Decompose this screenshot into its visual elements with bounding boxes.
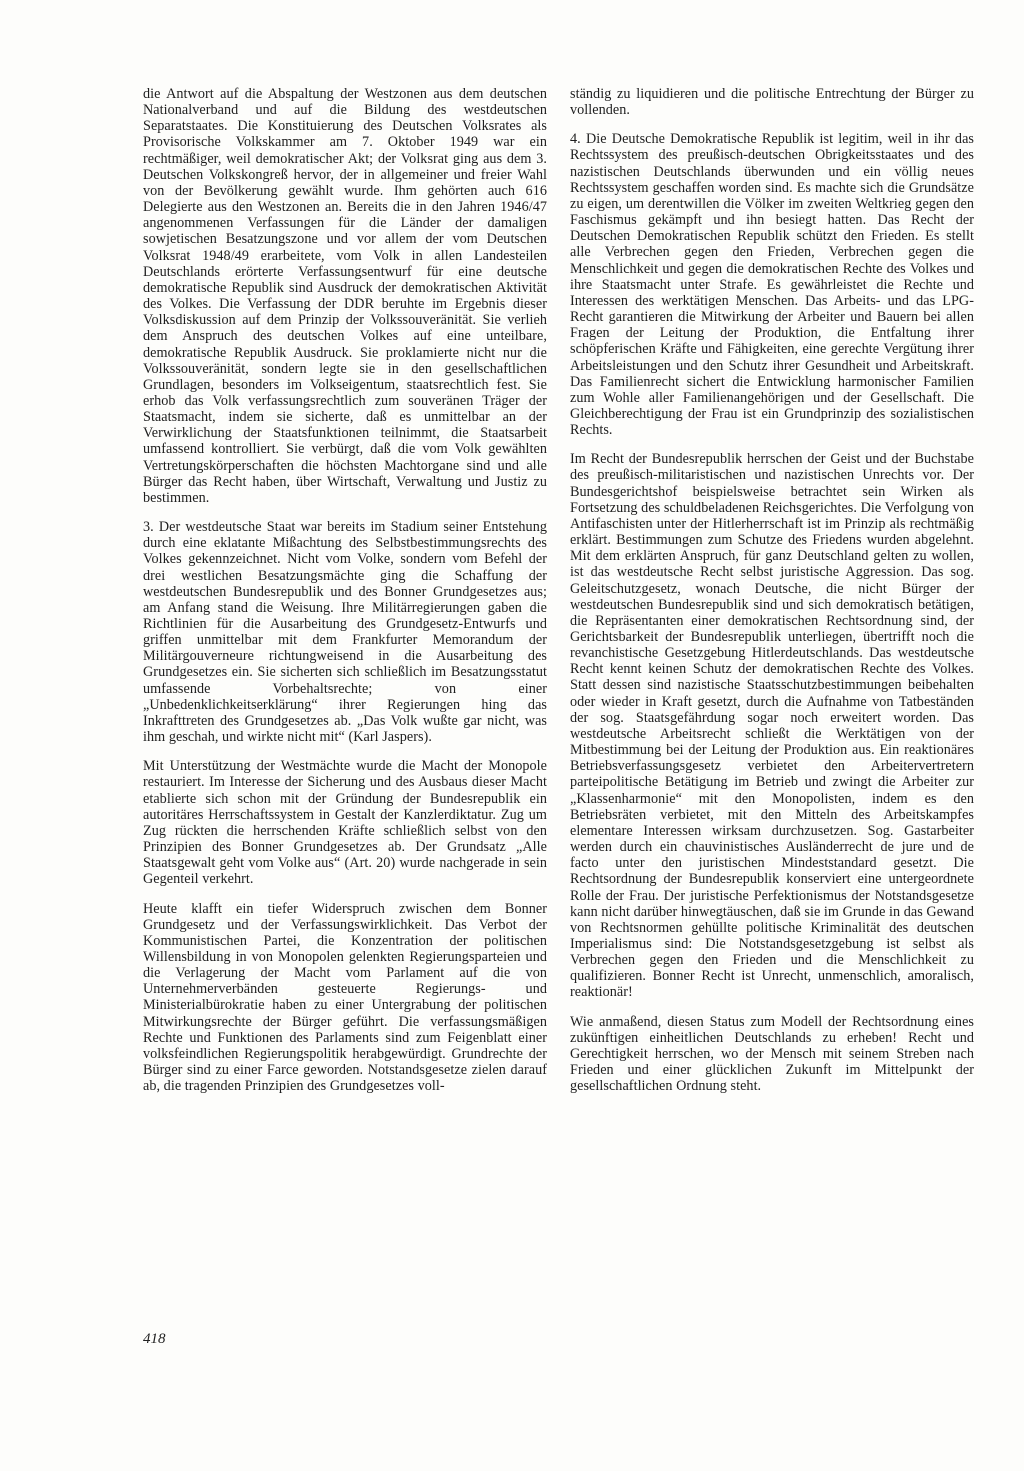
- paragraph: Heute klafft ein tiefer Widerspruch zwischen dem Bonner Grundgesetz und der Verfassungswirklichkeit. Das Verbot der Kommunistischen Partei, die Konzentration der politischen Willensbildung in von Monopolen gelenkten Regierungsparteien und die Verlagerung der Macht vom Parlament auf die von Unternehmerverbänden gesteuerte Regierungs- und Ministerialbürokratie haben zu einer Untergrabung der politischen Mitwirkungsrechte der Bürger geführt. Die verfassungsmäßigen Rechte und Funktionen des Parlaments sind zum Feigenblatt einer volksfeindlichen Regierungspolitik herabgewürdigt. Grundrechte der Bürger sind zu einer Farce geworden. Notstandsgesetze zielen darauf ab, die tragenden Prinzipien des Grundgesetzes voll-: [143, 900, 547, 1095]
- paragraph: 3. Der westdeutsche Staat war bereits im Stadium seiner Entstehung durch eine eklatante Mißachtung des Selbstbestimmungsrechts des Volkes gekennzeichnet. Nicht vom Volke, sondern vom Befehl der drei westlichen Besatzungsmächte ging die Schaffung der westdeutschen Bundesrepublik und des Bonner Grundgesetzes aus; am Anfang stand die Weisung. Ihre Militärregierungen gaben die Richtlinien für die Ausarbeitung des Grundgesetz-Entwurfs und griffen unmittelbar mit dem Frankfurter Memorandum der Militärgouverneure richtungweisend in die Ausarbeitung des Grundgesetzes ein. Sie sicherten sich schließlich im Besatzungsstatut umfassende Vorbehaltsrechte; von einer „Unbedenklichkeitserklärung“ ihrer Regierungen hing das Inkrafttreten des Grundgesetzes ab. „Das Volk wußte gar nicht, was ihm geschah, und wirkte nicht mit“ (Karl Jaspers).: [143, 519, 547, 746]
- paragraph: Mit Unterstützung der Westmächte wurde die Macht der Monopole restauriert. Im Interesse der Sicherung und des Ausbaus dieser Macht etablierte sich schon mit der Gründung der Bundesrepublik ein autoritäres Herrschaftssystem in Gestalt der Kanzlerdiktatur. Zug um Zug rückten die herrschenden Kräfte schließlich selbst von den Prinzipien des Bonner Grundgesetzes ab. Der Grundsatz „Alle Staatsgewalt geht vom Volke aus“ (Art. 20) wurde nachgerade in sein Gegenteil verkehrt.: [143, 758, 547, 888]
- paragraph: 4. Die Deutsche Demokratische Republik ist legitim, weil in ihr das Rechtssystem des preußisch-deutschen Obrigkeitsstaates und des nazistischen Deutschlands überwunden und ein völlig neues Rechtssystem geschaffen worden sind. Es machte sich die Grundsätze zu eigen, um derentwillen die Völker im zweiten Weltkrieg gegen den Faschismus gekämpft und ihn besiegt hatten. Das Recht der Deutschen Demokratischen Republik schützt den Frieden. Es stellt alle Verbrechen gegen den Frieden, Verbrechen gegen die Menschlichkeit und gegen die demokratischen Rechte des Volkes und ihre Staatsmacht unter Strafe. Es gewährleistet die Rechte und Interessen des werktätigen Menschen. Das Arbeits- und das LPG-Recht garantieren die Mitwirkung der Arbeiter und Bauern bei allen Fragen der Leitung der Produktion, die Entfaltung ihrer schöpferischen Kräfte und Fähigkeiten, eine gerechte Vergütung ihrer Arbeitsleistungen und den Schutz ihrer Gesundheit und Arbeitskraft. Das Familienrecht sichert die Entwicklung harmonischer Familien zum Wohle aller Familienangehörigen und der Gesellschaft. Die Gleichberechtigung der Frau ist ein Grundprinzip des sozialistischen Rechts.: [570, 131, 974, 439]
- left-text-column: [143, 86, 547, 1107]
- paragraph: die Antwort auf die Abspaltung der Westzonen aus dem deutschen Nationalverband und auf die Bildung des westdeutschen Separatstaates. Die Konstituierung des Deutschen Volksrates als Provisorische Volkskammer am 7. Oktober 1949 war ein rechtmäßiger, weil demokratischer Akt; der Volksrat ging aus dem 3. Deutschen Volkskongreß hervor, der in allgemeiner und freier Wahl von der Bevölkerung gewählt wurde. Ihm gehörten auch 616 Delegierte aus den Westzonen an. Bereits die in den Jahren 1946/47 angenommenen Verfassungen für die Länder der damaligen sowjetischen Besatzungszone und vor allem der vom Deutschen Volksrat 1948/49 erarbeitete, vom Volk in allen Landesteilen Deutschlands erörterte Verfassungsentwurf für eine deutsche demokratische Republik sind Ausdruck der demokratischen Aktivität des Volkes. Die Verfassung der DDR beruhte im Ergebnis dieser Volksdiskussion auf dem Prinzip der Volkssouveränität. Sie verlieh dem Anspruch des deutschen Volkes auf eine unteilbare, demokratische Republik Ausdruck. Sie proklamierte nicht nur die Volkssouveränität, sondern legte sie in den gesellschaftlichen Grundlagen, besonders im Volkseigentum, staatsrechtlich fest. Sie erhob das Volk verfassungsrechtlich zum souveränen Träger der Staatsmacht, indem sie sicherte, daß es unmittelbar an der Verwirklichung der Staatsfunktionen teilnimmt, die Staatsarbeit umfassend kontrolliert. Sie verbürgt, daß die vom Volk gewählten Vertretungskörperschaften die höchsten Machtorgane sind und alle Bürger das Recht haben, über Wirtschaft, Verwaltung und Justiz zu bestimmen.: [143, 86, 547, 506]
- paragraph: Im Recht der Bundesrepublik herrschen der Geist und der Buchstabe des preußisch-militaristischen und nazistischen Unrechts vor. Der Bundesgerichtshof beispielsweise betrachtet sein Wirken als Fortsetzung des schuldbeladenen Reichsgerichtes. Die Verfolgung von Antifaschisten unter der Hitlerherrschaft ist im Prinzip als rechtmäßig erklärt. Bestimmungen zum Schutze des Friedens wurden abgelehnt. Mit dem erklärten Anspruch, für ganz Deutschland gelten zu wollen, ist das westdeutsche Recht selbst juristische Aggression. Das sog. Geleitschutzgesetz, wonach Deutsche, die nicht Bürger der westdeutschen Bundesrepublik sind und sich demokratisch betätigen, die Repräsentanten einer demokratischen Rechtsordnung sind, der Gerichtsbarkeit der Bundesrepublik unterliegen, übertrifft noch die revanchistische Gesetzgebung Hitlerdeutschlands. Das westdeutsche Recht kennt keinen Schutz der demokratischen Rechte des Volkes. Statt dessen sind nazistische Staatsschutzbestimmungen beibehalten oder wieder in Kraft gesetzt, durch die Aufnahme von Tatbeständen der sog. Staatsgefährdung sogar noch erweitert worden. Das westdeutsche Arbeitsrecht schließt die Werktätigen von der Mitbestimmung bei der Leitung der Produktion aus. Ein reaktionäres Betriebsverfassungsgesetz verbietet den Arbeitervertretern parteipolitische Betätigung im Betrieb und zwingt die Arbeiter zur „Klassenharmonie“ mit den Monopolisten, indem es den Betriebsräten verbietet, mit den Mitteln des Arbeitskampfes elementare Interessen wirksam durchzusetzen. Sog. Gastarbeiter werden durch ein chauvinistisches Ausländerrecht de jure und de facto unter den juristischen Mindeststandard gesetzt. Die Rechtsordnung der Bundesrepublik konserviert eine untergeordnete Rolle der Frau. Der juristische Perfektionismus der Notstandsgesetze kann nicht darüber hinwegtäuschen, daß sie im Grunde in das Gewand von Rechtsnormen gehüllte politische Kriminalität des deutschen Imperialismus sind: Die Notstandsgesetzgebung ist selbst als Verbrechen gegen den Frieden und die Menschlichkeit zu qualifizieren. Bonner Recht ist Unrecht, unmenschlich, amoralisch, reaktionär!: [570, 451, 974, 1001]
- paragraph: Wie anmaßend, diesen Status zum Modell der Rechtsordnung eines zukünftigen einheitlichen Deutschlands zu erheben! Recht und Gerechtigkeit herrschen, wo der Mensch mit seinem Streben nach Frieden und einer glücklichen Zukunft im Mittelpunkt der gesellschaftlichen Ordnung steht.: [570, 1013, 974, 1095]
- right-text-column: [570, 86, 974, 1107]
- page-number: 418: [143, 1331, 166, 1347]
- paragraph: ständig zu liquidieren und die politische Entrechtung der Bürger zu vollenden.: [570, 86, 974, 119]
